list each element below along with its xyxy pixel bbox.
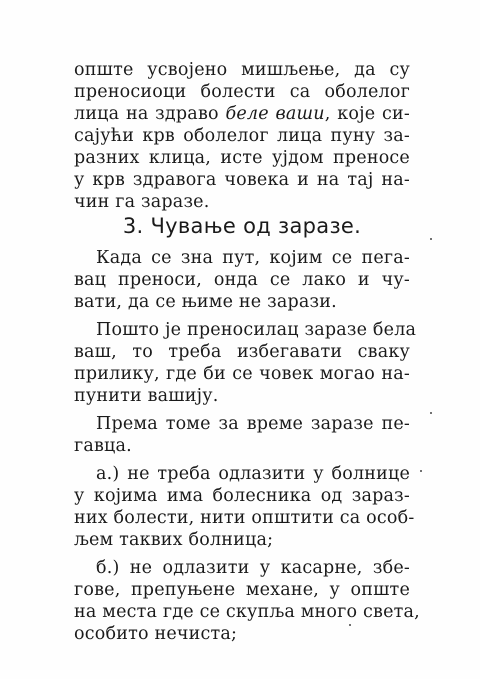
text-line: у крв здравога човека и на тај на-	[74, 170, 410, 190]
text-line: чин га заразе.	[74, 192, 210, 212]
list-item-a-line: а.) не треба одлазити у болнице	[96, 464, 410, 484]
text-line: вац преноси, онда се лако и чу-	[74, 270, 410, 290]
paper-speck	[420, 470, 422, 472]
list-item-a-line: них болести, нити општити са особ-	[74, 508, 415, 528]
text-line: вати, да се њиме не зарази.	[74, 292, 337, 312]
text-line: ваш, то треба избегавати сваку	[74, 342, 410, 362]
paper-speck	[349, 624, 351, 626]
list-item-a-line: у којима има болесника од зараз-	[74, 486, 410, 506]
text-line: преносиоци болести са оболелог	[74, 82, 410, 102]
text-line: сајући крв оболелог лица пуну за-	[74, 126, 410, 146]
list-item-a-line: љем таквих болница;	[74, 530, 274, 550]
italic-term: беле ваши	[225, 104, 325, 124]
text-line: разних клица, исте ујдом преносе	[74, 148, 410, 168]
list-item-b-line: на места где се скупља много света,	[74, 602, 420, 622]
text-line: пунити вашију.	[74, 386, 219, 406]
text-line: гавца.	[74, 436, 132, 456]
text-line: Пошто је преносилац заразе бела	[96, 320, 417, 340]
text-span: , које си-	[324, 104, 410, 124]
text-line: прилику, где би се човек могао на-	[74, 364, 410, 384]
text-line-with-italic	[74, 104, 410, 125]
text-line: Према томе за време заразе пе-	[96, 414, 410, 434]
text-line: Када се зна пут, којим се пега-	[96, 248, 410, 268]
text-span: лица на здраво	[74, 104, 226, 124]
paper-speck	[430, 412, 432, 414]
section-heading: 3. Чување од заразе.	[122, 214, 362, 238]
list-item-b-line: особито нечиста;	[74, 624, 238, 644]
text-line: опште усвојено мишљење, да су	[74, 60, 410, 80]
list-item-b-line: гове, препуњене механе, у опште	[74, 580, 410, 600]
paper-speck	[430, 238, 432, 240]
list-item-b-line: б.) не одлазити у касарне, збе-	[96, 558, 410, 578]
